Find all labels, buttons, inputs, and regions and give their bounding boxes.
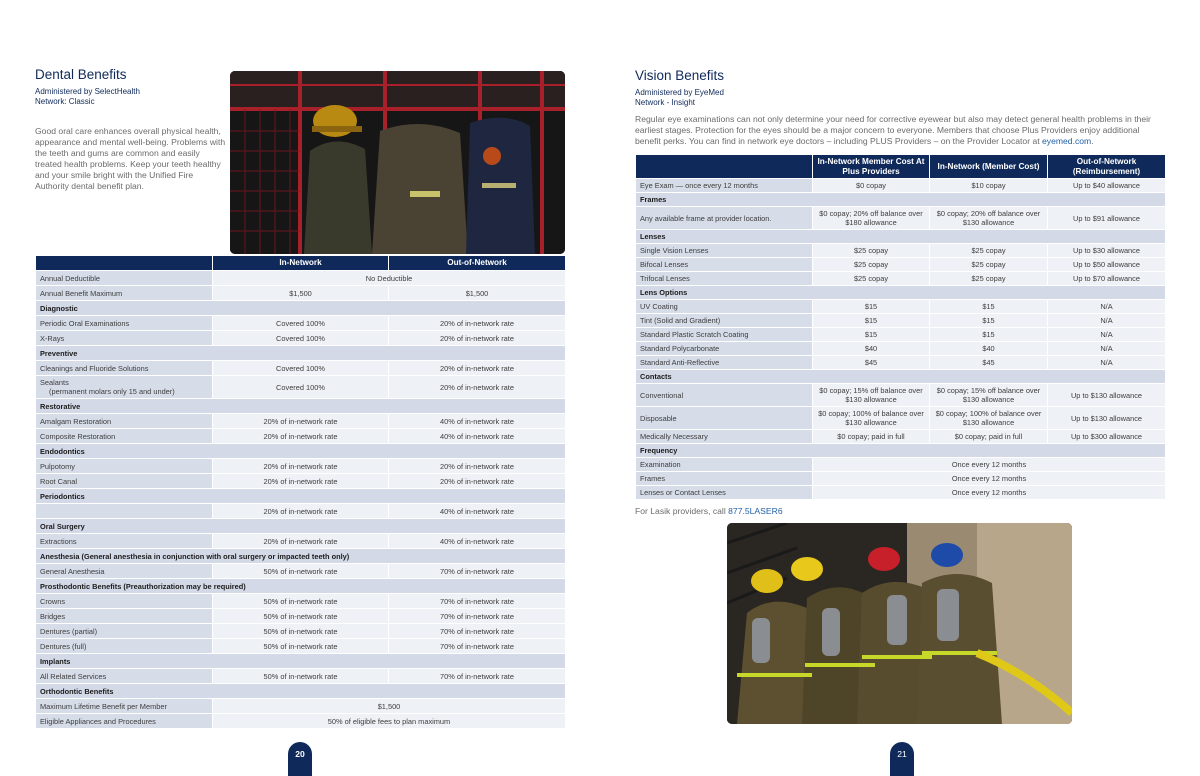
in-network-value: $0 copay; 100% of balance over $130 allowance	[930, 407, 1048, 430]
plus-provider-value: $0 copay	[813, 179, 930, 193]
table-row	[636, 258, 1166, 272]
vision-network: Network - Insight	[635, 98, 696, 107]
in-network-value: 50% of in-network rate	[213, 609, 389, 624]
category-row	[636, 286, 1166, 300]
row-label	[36, 624, 213, 639]
in-network-value: 20% of in-network rate	[213, 534, 389, 549]
category-row	[36, 489, 566, 504]
row-label-text: All Related Services	[40, 671, 107, 681]
category-label: Prosthodontic Benefits (Preauthorization may be required)	[36, 579, 566, 594]
row-label	[36, 361, 213, 376]
table-row	[36, 316, 566, 331]
plus-provider-value: $25 copay	[813, 272, 930, 286]
in-network-value: $15	[930, 328, 1048, 342]
out-network-value: N/A	[1048, 300, 1166, 314]
row-label-text: Pulpotomy	[40, 461, 75, 471]
in-network-value: 50% of in-network rate	[213, 594, 389, 609]
out-network-value: 70% of in-network rate	[389, 609, 566, 624]
row-label: Lenses or Contact Lenses	[636, 486, 813, 500]
out-network-value: Up to $130 allowance	[1048, 407, 1166, 430]
plus-provider-value: $25 copay	[813, 258, 930, 272]
table-row	[36, 361, 566, 376]
table-row	[636, 314, 1166, 328]
category-row	[36, 519, 566, 534]
category-row	[636, 230, 1166, 244]
vision-header-in-network: In-Network (Member Cost)	[930, 155, 1048, 179]
row-value-span: No Deductible	[213, 271, 566, 286]
category-label: Anesthesia (General anesthesia in conjunction with oral surgery or impacted teeth only)	[36, 549, 566, 564]
in-network-value: 20% of in-network rate	[213, 429, 389, 444]
vision-header-plus: In-Network Member Cost At Plus Providers	[813, 155, 930, 179]
out-network-value: 40% of in-network rate	[389, 414, 566, 429]
row-label-text: General Anesthesia	[40, 566, 105, 576]
table-row	[36, 624, 566, 639]
row-label	[36, 564, 213, 579]
row-label	[36, 714, 213, 729]
category-label: Restorative	[36, 399, 566, 414]
row-label: Disposable	[636, 407, 813, 430]
out-network-value: 20% of in-network rate	[389, 459, 566, 474]
out-network-value: 70% of in-network rate	[389, 639, 566, 654]
lasik-text: For Lasik providers, call	[635, 506, 729, 516]
row-label	[36, 376, 213, 399]
table-row	[36, 594, 566, 609]
table-row	[636, 272, 1166, 286]
out-network-value: N/A	[1048, 342, 1166, 356]
table-row	[636, 300, 1166, 314]
table-row	[636, 328, 1166, 342]
vision-intro	[635, 114, 1165, 147]
row-label: Standard Polycarbonate	[636, 342, 813, 356]
category-label: Contacts	[636, 370, 1166, 384]
row-label	[36, 429, 213, 444]
firefighter-gear-photo	[230, 71, 565, 254]
table-row	[36, 376, 566, 399]
dental-header-out-network: Out-of-Network	[389, 256, 566, 271]
out-network-value: Up to $30 allowance	[1048, 244, 1166, 258]
in-network-value: $25 copay	[930, 272, 1048, 286]
in-network-value: 20% of in-network rate	[213, 414, 389, 429]
table-row	[636, 407, 1166, 430]
out-network-value: N/A	[1048, 356, 1166, 370]
category-row	[36, 444, 566, 459]
category-row	[36, 654, 566, 669]
out-network-value: 20% of in-network rate	[389, 376, 566, 399]
row-label	[36, 594, 213, 609]
dental-subtitle	[35, 87, 140, 107]
table-row	[636, 486, 1166, 500]
out-network-value: 20% of in-network rate	[389, 361, 566, 376]
row-label-text: Periodic Oral Examinations	[40, 318, 130, 328]
in-network-value: 50% of in-network rate	[213, 639, 389, 654]
row-label	[36, 316, 213, 331]
out-network-value: 40% of in-network rate	[389, 534, 566, 549]
row-label	[36, 669, 213, 684]
row-label-text: Cleanings and Fluoride Solutions	[40, 363, 149, 373]
row-label	[36, 534, 213, 549]
category-label: Periodontics	[36, 489, 566, 504]
category-label: Lens Options	[636, 286, 1166, 300]
table-row	[36, 286, 566, 301]
row-label: Tint (Solid and Gradient)	[636, 314, 813, 328]
in-network-value: $15	[930, 314, 1048, 328]
row-label	[36, 414, 213, 429]
in-network-value: $10 copay	[930, 179, 1048, 193]
row-label: Any available frame at provider location.	[636, 207, 813, 230]
category-label: Implants	[36, 654, 566, 669]
eyemed-link[interactable]: eyemed.com	[1042, 136, 1092, 146]
table-row	[36, 534, 566, 549]
vision-page	[600, 0, 1200, 776]
plus-provider-value: $45	[813, 356, 930, 370]
row-label	[36, 286, 213, 301]
in-network-value: 50% of in-network rate	[213, 624, 389, 639]
row-label	[36, 271, 213, 286]
in-network-value: 20% of in-network rate	[213, 474, 389, 489]
out-network-value: 20% of in-network rate	[389, 474, 566, 489]
table-row	[36, 331, 566, 346]
out-network-value: 40% of in-network rate	[389, 504, 566, 519]
out-network-value: Up to $300 allowance	[1048, 430, 1166, 444]
category-row	[36, 579, 566, 594]
vision-table-body	[636, 179, 1166, 500]
row-label-text: Crowns	[40, 596, 66, 606]
category-label: Orthodontic Benefits	[36, 684, 566, 699]
table-row	[36, 699, 566, 714]
row-label: Trifocal Lenses	[636, 272, 813, 286]
plus-provider-value: $0 copay; 20% off balance over $180 allowance	[813, 207, 930, 230]
table-row	[636, 384, 1166, 407]
table-row	[36, 564, 566, 579]
in-network-value: Covered 100%	[213, 376, 389, 399]
in-network-value: $0 copay; 20% off balance over $130 allowance	[930, 207, 1048, 230]
plus-provider-value: $15	[813, 328, 930, 342]
row-label: Frames	[636, 472, 813, 486]
vision-title: Vision Benefits	[635, 68, 725, 83]
in-network-value: 50% of in-network rate	[213, 669, 389, 684]
table-row	[36, 414, 566, 429]
table-row	[36, 271, 566, 286]
plus-provider-value: $0 copay; paid in full	[813, 430, 930, 444]
row-label	[36, 639, 213, 654]
out-network-value: 70% of in-network rate	[389, 564, 566, 579]
in-network-value: $15	[930, 300, 1048, 314]
table-row	[36, 714, 566, 729]
page-number: 21	[890, 742, 914, 776]
out-network-value: Up to $40 allowance	[1048, 179, 1166, 193]
table-row	[636, 356, 1166, 370]
vision-header-blank	[636, 155, 813, 179]
category-label: Frequency	[636, 444, 1166, 458]
category-row	[636, 444, 1166, 458]
plus-provider-value: $40	[813, 342, 930, 356]
table-row	[636, 472, 1166, 486]
row-label: Bifocal Lenses	[636, 258, 813, 272]
table-row	[36, 429, 566, 444]
out-network-value: 70% of in-network rate	[389, 624, 566, 639]
out-network-value: 70% of in-network rate	[389, 594, 566, 609]
row-label: UV Coating	[636, 300, 813, 314]
vision-header-row	[636, 155, 1166, 179]
dental-intro: Good oral care enhances overall physical health, appearance and mental well-being. Problems with the teeth and gums are common and easily treated health problems. Keep your teeth healthy and your smile bright with the Unified Fire Authority dental benefit plan.	[35, 126, 226, 191]
row-value-span: Once every 12 months	[813, 472, 1166, 486]
row-value-span: Once every 12 months	[813, 486, 1166, 500]
row-label-text: Annual Benefit Maximum	[40, 288, 123, 298]
out-network-value: $1,500	[389, 286, 566, 301]
vision-benefits-table	[635, 154, 1166, 500]
out-network-value: Up to $130 allowance	[1048, 384, 1166, 407]
out-network-value: N/A	[1048, 328, 1166, 342]
plus-provider-value: $25 copay	[813, 244, 930, 258]
row-label: Examination	[636, 458, 813, 472]
dental-benefits-table	[35, 255, 566, 729]
row-value-span: 50% of eligible fees to plan maximum	[213, 714, 566, 729]
row-label	[36, 699, 213, 714]
out-network-value: Up to $91 allowance	[1048, 207, 1166, 230]
in-network-value: Covered 100%	[213, 361, 389, 376]
plus-provider-value: $0 copay; 100% of balance over $130 allowance	[813, 407, 930, 430]
in-network-value: 50% of in-network rate	[213, 564, 389, 579]
table-row	[636, 430, 1166, 444]
row-label-text: Amalgam Restoration	[40, 416, 112, 426]
table-row	[636, 244, 1166, 258]
category-row	[636, 370, 1166, 384]
table-row	[36, 459, 566, 474]
row-label-text: Maximum Lifetime Benefit per Member	[40, 701, 167, 711]
plus-provider-value: $15	[813, 314, 930, 328]
row-value-span: Once every 12 months	[813, 458, 1166, 472]
category-label: Preventive	[36, 346, 566, 361]
plus-provider-value: $0 copay; 15% off balance over $130 allowance	[813, 384, 930, 407]
dental-administrator: Administered by SelectHealth	[35, 87, 140, 96]
vision-administrator: Administered by EyeMed	[635, 88, 724, 97]
lasik-note	[635, 506, 783, 516]
row-label-text: Eligible Appliances and Procedures	[40, 716, 156, 726]
in-network-value: $25 copay	[930, 244, 1048, 258]
row-label-text: Composite Restoration	[40, 431, 116, 441]
row-label-text: Annual Deductible	[40, 273, 100, 283]
row-label	[36, 504, 213, 519]
dental-header-row	[36, 256, 566, 271]
dental-title: Dental Benefits	[35, 67, 127, 82]
row-label	[36, 331, 213, 346]
category-row	[36, 684, 566, 699]
table-row	[636, 207, 1166, 230]
row-label-text: Extractions	[40, 536, 77, 546]
out-network-value: Up to $50 allowance	[1048, 258, 1166, 272]
row-label-text: X-Rays	[40, 333, 65, 343]
in-network-value: 20% of in-network rate	[213, 459, 389, 474]
dental-network: Network: Classic	[35, 97, 95, 106]
out-network-value: N/A	[1048, 314, 1166, 328]
row-label	[36, 474, 213, 489]
dental-table-body	[36, 271, 566, 729]
table-row	[36, 669, 566, 684]
table-row	[636, 342, 1166, 356]
in-network-value: $1,500	[213, 286, 389, 301]
row-label-text: Root Canal	[40, 476, 77, 486]
category-row	[36, 399, 566, 414]
page-number: 20	[288, 742, 312, 776]
category-row	[636, 193, 1166, 207]
lasik-phone-link[interactable]: 877.5LASER6	[728, 506, 783, 516]
out-network-value: 40% of in-network rate	[389, 429, 566, 444]
vision-subtitle	[635, 88, 724, 108]
category-label: Endodontics	[36, 444, 566, 459]
row-label-text: Dentures (partial)	[40, 626, 98, 636]
table-row	[36, 609, 566, 624]
dental-header-blank	[36, 256, 213, 271]
category-label: Lenses	[636, 230, 1166, 244]
row-label: Standard Anti-Reflective	[636, 356, 813, 370]
row-label-text: Sealants	[40, 378, 69, 387]
row-label-note: (permanent molars only 15 and under)	[49, 387, 175, 396]
category-label: Frames	[636, 193, 1166, 207]
out-network-value: 20% of in-network rate	[389, 331, 566, 346]
table-row	[36, 639, 566, 654]
category-label: Oral Surgery	[36, 519, 566, 534]
row-label: Medically Necessary	[636, 430, 813, 444]
in-network-value: $25 copay	[930, 258, 1048, 272]
vision-intro-end: .	[1091, 136, 1094, 146]
dental-header-in-network: In-Network	[213, 256, 389, 271]
out-network-value: 70% of in-network rate	[389, 669, 566, 684]
out-network-value: 20% of in-network rate	[389, 316, 566, 331]
in-network-value: Covered 100%	[213, 331, 389, 346]
row-label-text: Dentures (full)	[40, 641, 87, 651]
row-label-text: Bridges	[40, 611, 66, 621]
row-label: Eye Exam — once every 12 months	[636, 179, 813, 193]
vision-intro-text: Regular eye examinations can not only determine your need for corrective eyewear but also may detect general health problems in their earliest stages. Protection for the eyes should be a major concern to everyone. Members that choose Plus Providers enjoy additional benefit perks. You can find in network eye doctors – including PLUS Providers – on the Provider Locator at	[635, 114, 1151, 146]
row-label	[36, 459, 213, 474]
in-network-value: $40	[930, 342, 1048, 356]
vision-header-out-network: Out-of-Network (Reimbursement)	[1048, 155, 1166, 179]
category-row	[36, 549, 566, 564]
table-row	[36, 504, 566, 519]
table-row	[636, 179, 1166, 193]
in-network-value: 20% of in-network rate	[213, 504, 389, 519]
in-network-value: $45	[930, 356, 1048, 370]
row-label	[36, 609, 213, 624]
category-row	[36, 301, 566, 316]
category-label: Diagnostic	[36, 301, 566, 316]
table-row	[36, 474, 566, 489]
row-label: Single Vision Lenses	[636, 244, 813, 258]
category-row	[36, 346, 566, 361]
out-network-value: Up to $70 allowance	[1048, 272, 1166, 286]
row-label: Standard Plastic Scratch Coating	[636, 328, 813, 342]
firefighters-photo	[727, 523, 1072, 724]
in-network-value: $0 copay; 15% off balance over $130 allowance	[930, 384, 1048, 407]
plus-provider-value: $15	[813, 300, 930, 314]
in-network-value: Covered 100%	[213, 316, 389, 331]
table-row	[636, 458, 1166, 472]
in-network-value: $0 copay; paid in full	[930, 430, 1048, 444]
row-label: Conventional	[636, 384, 813, 407]
row-value-span: $1,500	[213, 699, 566, 714]
